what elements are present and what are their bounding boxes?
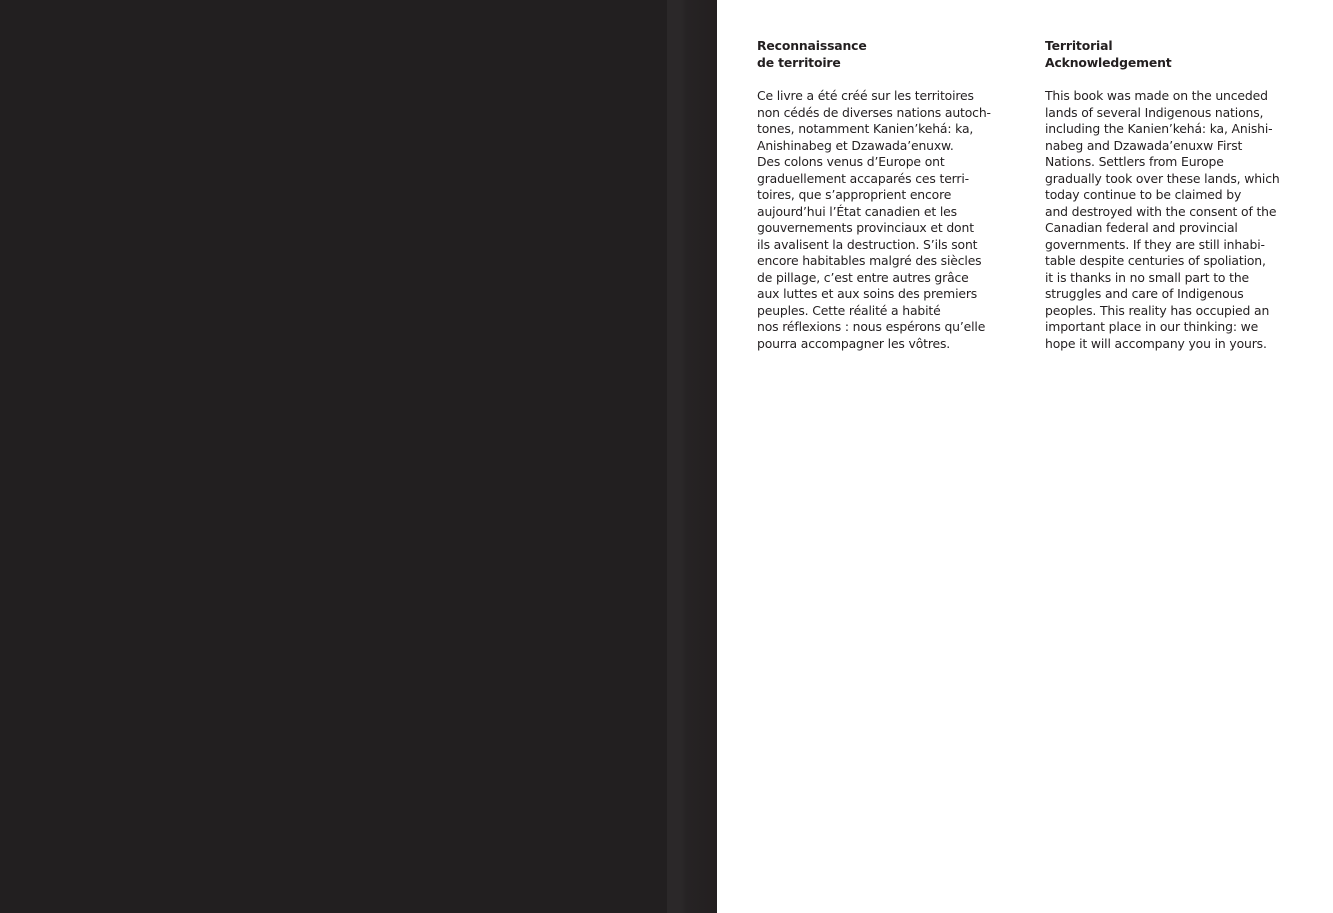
book-gutter xyxy=(667,0,717,913)
english-body-line: struggles and care of Indigenous xyxy=(1045,286,1244,301)
english-body-line: Canadian federal and provincial xyxy=(1045,220,1238,235)
french-body xyxy=(757,88,1019,352)
english-body-line: important place in our thinking: we xyxy=(1045,319,1259,334)
french-body-line: tones, notamment Kanien’kehá: ka, xyxy=(757,121,974,136)
english-column xyxy=(1045,38,1315,352)
french-body-line: nos réflexions : nous espérons qu’elle xyxy=(757,319,986,334)
english-body-line: and destroyed with the consent of the xyxy=(1045,203,1277,219)
english-body-line: gradually took over these lands, which xyxy=(1045,170,1280,186)
french-body-line: Des colons venus d’Europe ont xyxy=(757,154,945,169)
english-body-line: it is thanks in no small part to the xyxy=(1045,269,1250,285)
french-body-line: aux luttes et aux soins des premiers xyxy=(757,286,978,301)
french-body-line: non cédés de diverses nations autoch- xyxy=(757,104,991,120)
english-heading-line: Acknowledgement xyxy=(1045,54,1172,70)
english-body-line: table despite centuries of spoliation, xyxy=(1045,253,1266,268)
english-body-line: This book was made on the unceded xyxy=(1045,88,1268,103)
french-body-line: de pillage, c’est entre autres grâce xyxy=(757,269,969,285)
right-page xyxy=(717,0,1333,913)
french-body-line: gouvernements provinciaux et dont xyxy=(757,220,974,235)
french-body-line: pourra accompagner les vôtres. xyxy=(757,335,951,351)
french-body-line: toires, que s’approprient encore xyxy=(757,187,952,202)
french-column xyxy=(757,38,1019,352)
french-heading-line: de territoire xyxy=(757,54,841,70)
french-body-line: aujourd’hui l’État canadien et les xyxy=(757,203,957,219)
english-heading xyxy=(1045,38,1315,71)
english-body-line: today continue to be claimed by xyxy=(1045,187,1242,202)
french-heading-line: Reconnaissance xyxy=(757,38,867,53)
english-body-line: lands of several Indigenous nations, xyxy=(1045,104,1264,120)
english-heading-line: Territorial xyxy=(1045,38,1113,53)
french-body-line: ils avalisent la destruction. S’ils sont xyxy=(757,236,978,252)
french-body-line: encore habitables malgré des siècles xyxy=(757,253,982,268)
french-body-line: Ce livre a été créé sur les territoires xyxy=(757,88,974,103)
english-body-line: nabeg and Dzawada’enuxw First xyxy=(1045,137,1243,153)
english-body-line: peoples. This reality has occupied an xyxy=(1045,302,1270,318)
english-body-line: hope it will accompany you in yours. xyxy=(1045,335,1267,351)
english-body-line: including the Kanien’kehá: ka, Anishi- xyxy=(1045,121,1273,136)
english-body-line: Nations. Settlers from Europe xyxy=(1045,154,1224,169)
french-body-line: Anishinabeg et Dzawada’enuxw. xyxy=(757,137,954,153)
french-body-line: peuples. Cette réalité a habité xyxy=(757,302,941,318)
french-heading xyxy=(757,38,1019,71)
english-body-line: governments. If they are still inhabi- xyxy=(1045,236,1265,252)
french-body-line: graduellement accaparés ces terri- xyxy=(757,170,969,186)
english-body xyxy=(1045,88,1315,352)
